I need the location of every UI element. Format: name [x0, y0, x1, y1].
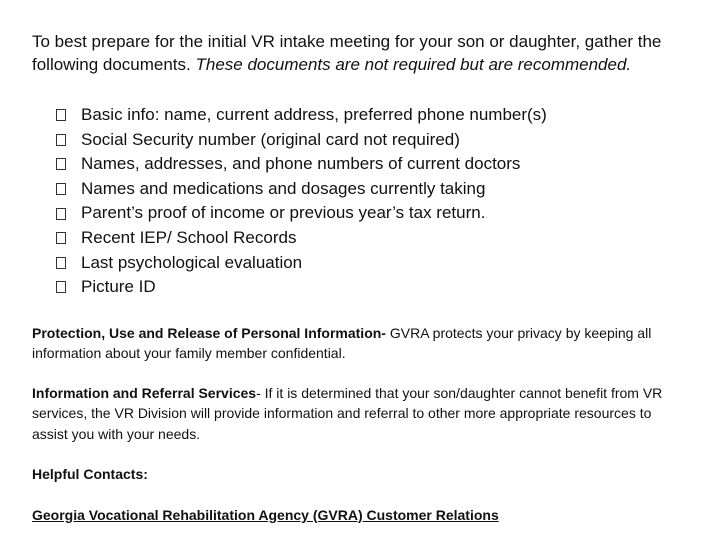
checklist-item	[56, 177, 682, 202]
intro-text: To best prepare for the initial VR intake meeting for your son or daughter, gather the following documents.	[32, 32, 662, 74]
checkbox[interactable]	[56, 208, 66, 220]
checklist-item-label: Recent IEP/ School Records	[81, 227, 297, 247]
checklist-item-label: Basic info: name, current address, preferred phone number(s)	[81, 105, 547, 124]
checklist-item-label: Picture ID	[81, 277, 156, 297]
privacy-heading: Protection, Use and Release of Personal Information-	[32, 324, 386, 341]
checkbox[interactable]	[56, 281, 66, 293]
checklist-item-label: Last psychological evaluation	[81, 252, 303, 272]
checklist-item-label: Names and medications and dosages currently taking	[81, 178, 486, 198]
checklist-item	[56, 103, 682, 128]
contacts-heading	[32, 464, 682, 485]
intro-paragraph	[32, 30, 682, 76]
referral-heading: Information and Referral Services	[32, 384, 257, 401]
checklist-item	[56, 275, 682, 300]
checkbox[interactable]	[56, 134, 66, 146]
checkbox[interactable]	[56, 183, 66, 195]
checkbox[interactable]	[56, 158, 66, 170]
checklist-item	[56, 201, 682, 226]
checklist-item-label: Social Security number (original card not required)	[81, 129, 460, 149]
intro-note: These documents are not required but are recommended.	[195, 55, 632, 74]
document-page	[32, 30, 682, 525]
checklist-item-label: Parent’s proof of income or previous year’s tax return.	[81, 203, 486, 223]
checklist-item-label: Names, addresses, and phone numbers of current doctors	[81, 154, 521, 174]
document-checklist	[32, 103, 682, 300]
checklist-item	[56, 226, 682, 251]
privacy-paragraph	[32, 323, 682, 364]
checkbox[interactable]	[56, 232, 66, 244]
checklist-item	[56, 251, 682, 276]
checkbox[interactable]	[56, 109, 66, 121]
contacts-heading-text: Helpful Contacts:	[32, 466, 148, 483]
referral-paragraph	[32, 383, 682, 445]
checklist-item	[56, 152, 682, 177]
checklist-item	[56, 128, 682, 153]
privacy-text: GVRA protects your privacy by keeping all information about your family member confidential.	[32, 324, 652, 362]
referral-text: - If it is determined that your son/daughter cannot benefit from VR services, the VR Division will provide information and referral to other more appropriate resources to assist you with your needs.	[32, 384, 663, 442]
checkbox[interactable]	[56, 257, 66, 269]
agency-line: Georgia Vocational Rehabilitation Agency (GVRA) Customer Relations	[32, 506, 499, 523]
